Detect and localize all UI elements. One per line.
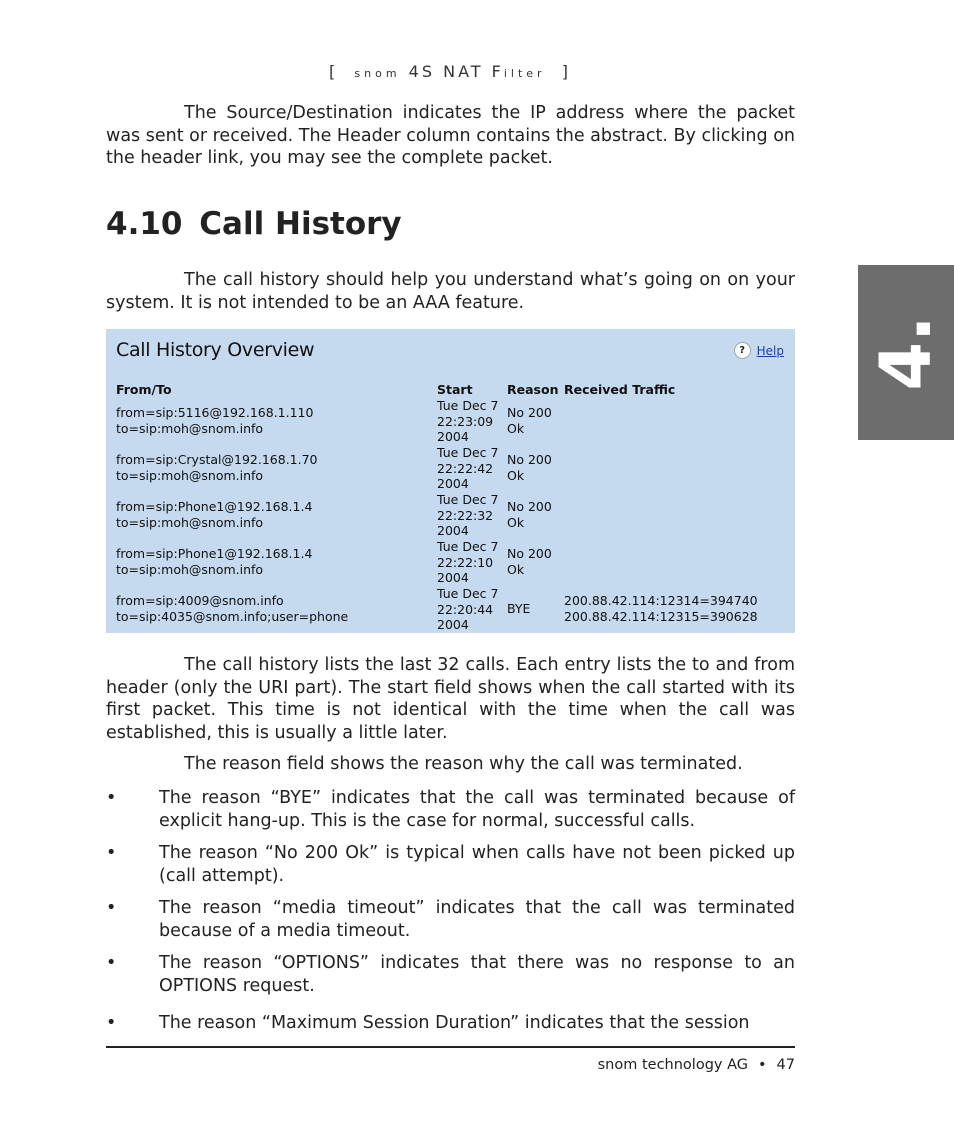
bullet-media-timeout — [106, 897, 795, 942]
bullet-text: The reason “No 200 Ok” is typical when calls have not been picked up (call attempt). — [159, 843, 795, 886]
bullet-dot: • — [106, 843, 117, 863]
row-4-start-year: 2004 — [437, 570, 469, 585]
row-5-reason — [507, 601, 530, 617]
header-filter-rest: ilter — [503, 67, 546, 80]
header-snom: snom — [354, 67, 401, 80]
row-4-reason-line1: No 200 — [507, 546, 552, 561]
row-5-reason-line1: BYE — [507, 601, 531, 616]
row-2-reason-line1: No 200 — [507, 452, 552, 467]
overview-title: Call History Overview — [116, 339, 315, 361]
section-number: 4.10 — [106, 206, 183, 242]
row-5-traffic-line2: 200.88.42.114:12315=390628 — [564, 608, 758, 624]
row-1-start — [437, 398, 498, 445]
bullet-no-200-ok — [106, 842, 795, 887]
question-icon: ? — [734, 342, 751, 359]
running-header — [0, 62, 900, 81]
header-open-bracket: [ — [329, 62, 339, 81]
row-5-to: to=sip:4035@snom.info;user=phone — [116, 608, 349, 624]
row-4-to: to=sip:moh@snom.info — [116, 561, 264, 577]
call-history-intro — [106, 269, 795, 314]
row-3-start-date: Tue Dec 7 — [437, 492, 499, 507]
row-2-reason — [507, 452, 552, 483]
row-2-start — [437, 445, 498, 492]
row-3-from: from=sip:Phone1@192.168.1.4 — [116, 499, 313, 514]
chapter-tab-number: 4. — [865, 315, 947, 391]
row-1-start-year: 2004 — [437, 429, 469, 444]
row-5-from-to — [116, 593, 348, 624]
row-2-from: from=sip:Crystal@192.168.1.70 — [116, 452, 318, 467]
row-3-from-to — [116, 499, 312, 530]
row-5-traffic-line1: 200.88.42.114:12314=394740 — [564, 593, 758, 608]
row-3-reason — [507, 499, 552, 530]
bullet-text: The reason “BYE” indicates that the call was terminated because of explicit hang-up. This is the case for normal, successful calls. — [159, 788, 795, 831]
help-link-label[interactable]: Help — [756, 343, 784, 358]
column-header-received-traffic: Received Traffic — [564, 382, 676, 397]
bullet-dot: • — [106, 788, 117, 808]
footer-rule — [106, 1046, 795, 1048]
column-header-start: Start — [437, 382, 473, 397]
call-history-description — [106, 654, 795, 744]
bullet-dot: • — [106, 1013, 117, 1033]
column-header-from-to: From/To — [116, 382, 172, 397]
row-1-from-to — [116, 405, 313, 436]
footer-company: snom technology AG — [597, 1057, 748, 1073]
bullet-max-session — [106, 1012, 795, 1035]
row-5-start-time: 22:20:44 — [437, 601, 494, 617]
row-1-reason — [507, 405, 552, 436]
chapter-tab — [858, 265, 954, 440]
bullet-options — [106, 952, 795, 997]
row-1-reason-line1: No 200 — [507, 405, 552, 420]
header-model: 4S NAT — [408, 62, 484, 81]
row-3-start — [437, 492, 498, 539]
row-5-start-year: 2004 — [437, 617, 469, 632]
row-2-start-date: Tue Dec 7 — [437, 445, 499, 460]
footer-separator: • — [757, 1057, 767, 1073]
reason-field-paragraph-text: The reason field shows the reason why the call was terminated. — [184, 754, 743, 774]
row-2-start-year: 2004 — [437, 476, 469, 491]
row-5-start-date: Tue Dec 7 — [437, 586, 499, 601]
intro-paragraph-text: The Source/Destination indicates the IP address where the packet was sent or received. The Header column contains the abstract. By clicking on the header link, you may see the complete packet. — [106, 103, 795, 168]
reason-field-paragraph — [106, 753, 795, 776]
row-4-start-time: 22:22:10 — [437, 554, 494, 570]
bullet-text: The reason “Maximum Session Duration” indicates that the session — [159, 1013, 750, 1033]
header-filter-initial: F — [491, 62, 504, 81]
section-title: Call History — [199, 206, 402, 242]
section-heading — [106, 206, 402, 242]
row-1-start-time: 22:23:09 — [437, 413, 494, 429]
row-2-start-time: 22:22:42 — [437, 460, 494, 476]
bullet-dot: • — [106, 953, 117, 973]
row-2-reason-line2: Ok — [507, 467, 525, 483]
page-number: 47 — [776, 1057, 795, 1073]
row-4-reason — [507, 546, 552, 577]
row-1-from: from=sip:5116@192.168.1.110 — [116, 405, 314, 420]
bullet-dot: • — [106, 898, 117, 918]
row-1-start-date: Tue Dec 7 — [437, 398, 499, 413]
row-4-start — [437, 539, 498, 586]
bullet-text: The reason “OPTIONS” indicates that there was no response to an OPTIONS request. — [159, 953, 795, 996]
row-3-start-time: 22:22:32 — [437, 507, 494, 523]
row-3-start-year: 2004 — [437, 523, 469, 538]
row-2-from-to — [116, 452, 318, 483]
row-4-from-to — [116, 546, 312, 577]
row-3-reason-line2: Ok — [507, 514, 525, 530]
row-4-start-date: Tue Dec 7 — [437, 539, 499, 554]
row-2-to: to=sip:moh@snom.info — [116, 467, 264, 483]
row-5-start — [437, 586, 498, 633]
header-close-bracket: ] — [561, 62, 571, 81]
row-5-traffic — [564, 593, 758, 624]
bullet-text: The reason “media timeout” indicates that the call was terminated because of a media timeout. — [159, 898, 795, 941]
call-history-intro-text: The call history should help you understand what’s going on on your system. It is not intended to be an AAA feature. — [106, 270, 795, 313]
call-history-description-text: The call history lists the last 32 calls. Each entry lists the to and from header (only the URI part). The start field shows when the call started with its first packet. This time is not identical with the time when the call was established, this is usually a little later. — [106, 655, 795, 743]
page-footer — [598, 1057, 795, 1073]
bullet-bye — [106, 787, 795, 832]
row-4-reason-line2: Ok — [507, 561, 525, 577]
row-4-from: from=sip:Phone1@192.168.1.4 — [116, 546, 313, 561]
row-1-to: to=sip:moh@snom.info — [116, 420, 264, 436]
row-3-reason-line1: No 200 — [507, 499, 552, 514]
call-history-screenshot — [106, 329, 795, 633]
intro-paragraph — [106, 102, 795, 170]
column-header-reason: Reason — [507, 382, 559, 397]
row-1-reason-line2: Ok — [507, 420, 525, 436]
help-link[interactable] — [734, 342, 784, 359]
row-5-from: from=sip:4009@snom.info — [116, 593, 284, 608]
row-3-to: to=sip:moh@snom.info — [116, 514, 264, 530]
